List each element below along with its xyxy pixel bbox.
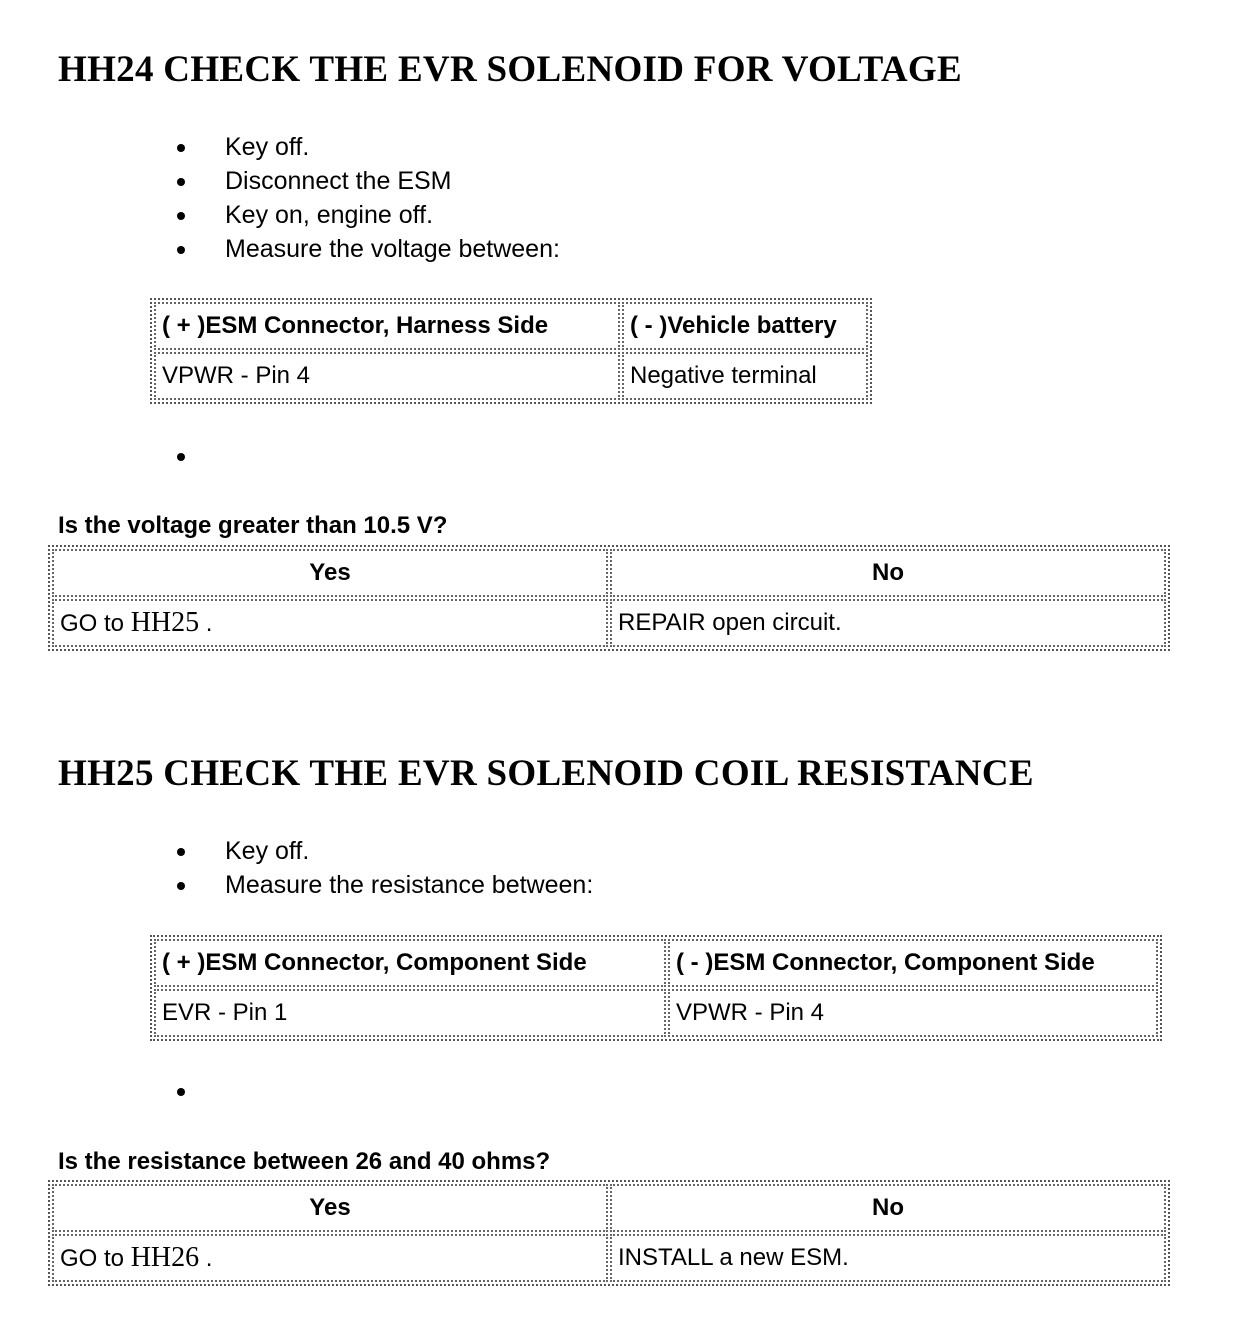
table-row bbox=[154, 989, 1158, 1037]
no-cell: REPAIR open circuit. bbox=[610, 599, 1166, 647]
table-header-row bbox=[154, 939, 1158, 987]
table-header-row bbox=[154, 302, 868, 350]
step-item: Key off. bbox=[172, 130, 560, 164]
result-table-hh25 bbox=[48, 1180, 1170, 1286]
table-header-cell: ( - )Vehicle battery bbox=[622, 302, 868, 350]
yes-suffix: . bbox=[199, 1245, 213, 1272]
yes-suffix: . bbox=[199, 610, 213, 637]
yes-cell bbox=[52, 1234, 608, 1282]
yes-header: Yes bbox=[52, 1184, 608, 1232]
empty-bullet bbox=[177, 453, 185, 461]
table-cell: EVR - Pin 1 bbox=[154, 989, 666, 1037]
table-cell: VPWR - Pin 4 bbox=[154, 352, 620, 400]
table-row bbox=[52, 1234, 1166, 1282]
measure-table-hh25 bbox=[150, 935, 1162, 1041]
step-list-hh25 bbox=[172, 834, 593, 902]
section-title-hh24: HH24 CHECK THE EVR SOLENOID FOR VOLTAGE bbox=[58, 49, 962, 90]
step-item: Disconnect the ESM bbox=[172, 164, 560, 198]
question-hh24: Is the voltage greater than 10.5 V? bbox=[58, 512, 448, 539]
step-item: Key off. bbox=[172, 834, 593, 868]
no-header: No bbox=[610, 549, 1166, 597]
no-header: No bbox=[610, 1184, 1166, 1232]
table-header-cell: ( - )ESM Connector, Component Side bbox=[668, 939, 1158, 987]
yes-prefix: GO to bbox=[60, 610, 131, 637]
step-item: Key on, engine off. bbox=[172, 198, 560, 232]
table-header-row bbox=[52, 1184, 1166, 1232]
table-header-cell: ( + )ESM Connector, Component Side bbox=[154, 939, 666, 987]
section-title-hh25: HH25 CHECK THE EVR SOLENOID COIL RESISTANCE bbox=[58, 753, 1034, 794]
empty-bullet bbox=[177, 1088, 185, 1096]
yes-cell bbox=[52, 599, 608, 647]
step-list-hh24 bbox=[172, 130, 560, 266]
result-table-hh24 bbox=[48, 545, 1170, 651]
yes-prefix: GO to bbox=[60, 1245, 131, 1272]
step-item: Measure the voltage between: bbox=[172, 232, 560, 266]
question-hh25: Is the resistance between 26 and 40 ohms? bbox=[58, 1148, 551, 1175]
table-row bbox=[52, 599, 1166, 647]
table-cell: VPWR - Pin 4 bbox=[668, 989, 1158, 1037]
step-link-hh26[interactable]: HH26 bbox=[130, 1242, 200, 1273]
table-cell: Negative terminal bbox=[622, 352, 868, 400]
measure-table-hh24 bbox=[150, 298, 872, 404]
step-link-hh25[interactable]: HH25 bbox=[130, 607, 200, 638]
step-item: Measure the resistance between: bbox=[172, 868, 593, 902]
no-cell: INSTALL a new ESM. bbox=[610, 1234, 1166, 1282]
table-header-cell: ( + )ESM Connector, Harness Side bbox=[154, 302, 620, 350]
yes-header: Yes bbox=[52, 549, 608, 597]
table-header-row bbox=[52, 549, 1166, 597]
table-row bbox=[154, 352, 868, 400]
